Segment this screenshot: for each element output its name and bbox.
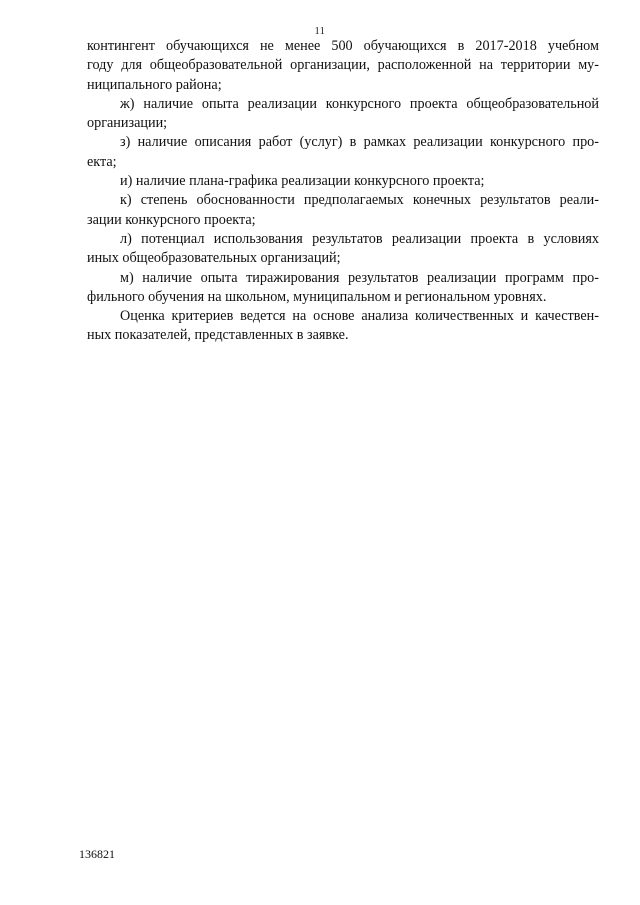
text-line: ж) наличие опыта реализации конкурсного проекта общеобразовательной bbox=[120, 95, 599, 112]
list-item-l bbox=[87, 230, 599, 269]
text-line: л) потенциал использования результатов реализации проекта в условиях bbox=[120, 230, 599, 247]
text-line: году для общеобразовательной организации, расположенной на территории му- bbox=[87, 57, 599, 74]
text-line: ниципального района; bbox=[87, 76, 222, 93]
text-line: организации; bbox=[87, 115, 168, 132]
text-line: к) степень обоснованности предполагаемых конечных результатов реали- bbox=[120, 192, 599, 209]
text-line: м) наличие опыта тиражирования результатов реализации программ про- bbox=[120, 269, 599, 286]
text-line: екта; bbox=[87, 153, 117, 170]
text-line: зации конкурсного проекта; bbox=[87, 211, 256, 228]
text-line: иных общеобразовательных организаций; bbox=[87, 250, 341, 267]
text-line: Оценка критериев ведется на основе анализа количественных и качествен- bbox=[120, 308, 599, 325]
paragraph-assessment bbox=[87, 307, 599, 346]
list-item-i bbox=[87, 172, 599, 191]
list-item-z bbox=[87, 133, 599, 172]
page-number: 11 bbox=[314, 26, 326, 37]
list-item-k bbox=[87, 191, 599, 230]
text-line: з) наличие описания работ (услуг) в рамках реализации конкурсного про- bbox=[120, 134, 599, 151]
list-item-m bbox=[87, 269, 599, 308]
text-line: и) наличие плана-графика реализации конкурсного проекта; bbox=[120, 173, 485, 190]
list-item-zh bbox=[87, 95, 599, 134]
document-body bbox=[87, 37, 599, 346]
text-line: фильного обучения на школьном, муниципальном и региональном уровнях. bbox=[87, 288, 547, 305]
paragraph-contingent bbox=[87, 37, 599, 95]
document-code: 136821 bbox=[79, 847, 115, 861]
text-line: ных показателей, представленных в заявке. bbox=[87, 327, 349, 344]
text-line: контингент обучающихся не менее 500 обучающихся в 2017-2018 учебном bbox=[87, 38, 599, 54]
